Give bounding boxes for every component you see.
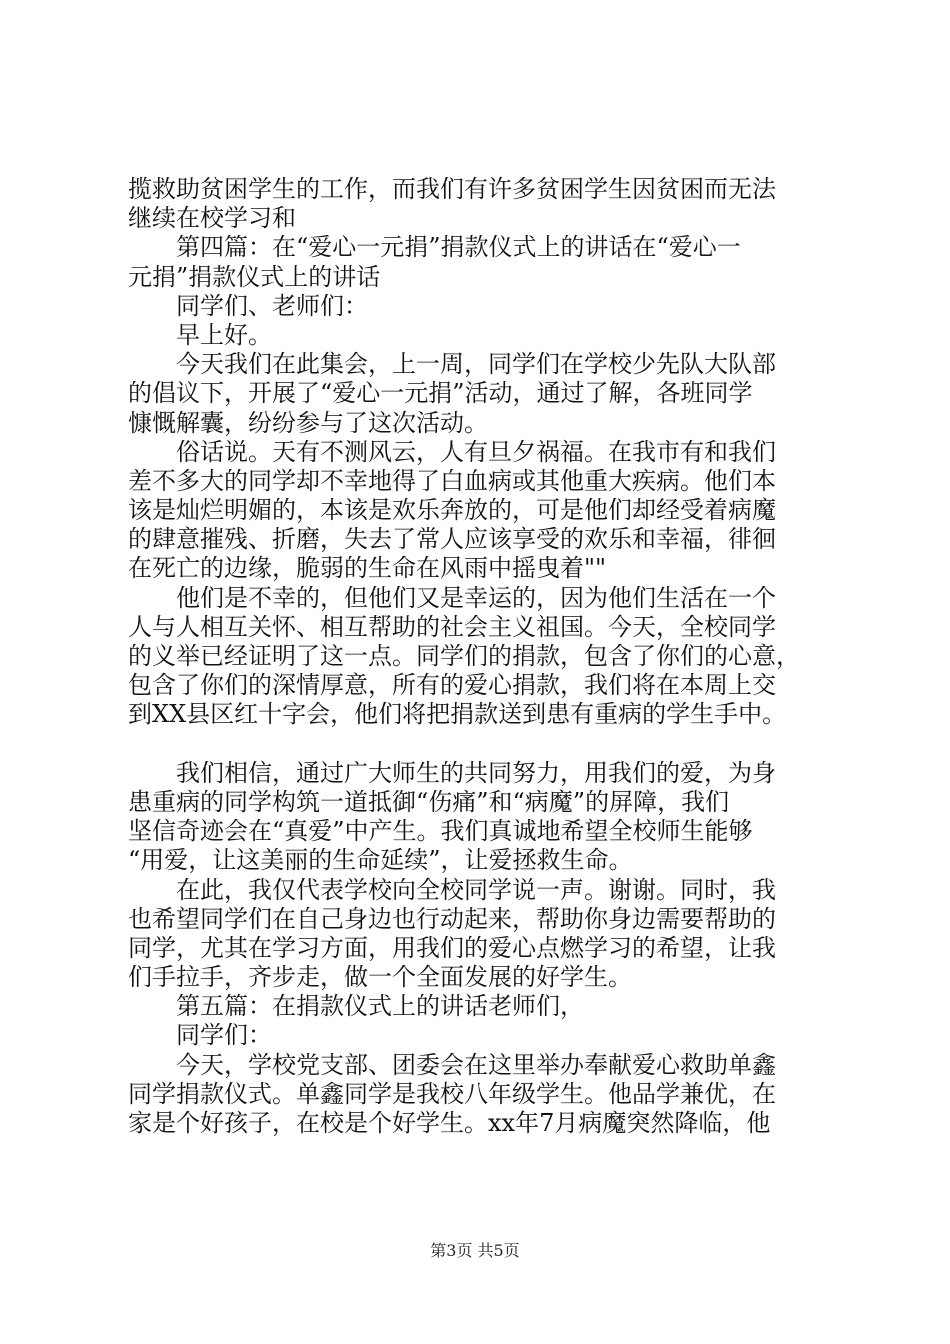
- section-heading-cont: 元捐”捐款仪式上的讲话: [128, 262, 381, 291]
- text-line: 们手拉手，齐步走，做一个全面发展的好学生。: [128, 963, 632, 992]
- paragraph-start: 他们是不幸的，但他们又是幸运的，因为他们生活在一个: [176, 583, 776, 612]
- text-line: 在死亡的边缘，脆弱的生命在风雨中摇曳着"": [128, 554, 607, 583]
- text-line: 同学，尤其在学习方面，用我们的爱心点燃学习的希望，让我: [128, 933, 776, 962]
- section-heading: 第五篇：在捐款仪式上的讲话老师们，: [176, 992, 584, 1021]
- text-line: 同学捐款仪式。单鑫同学是我校八年级学生。他品学兼优，在: [128, 1079, 776, 1108]
- salutation: 同学们：: [176, 1021, 272, 1050]
- text-line: 继续在校学习和: [128, 204, 296, 233]
- greeting: 早上好。: [176, 320, 272, 349]
- text-line: 人与人相互关怀、相互帮助的社会主义祖国。今天，全校同学: [128, 612, 776, 641]
- paragraph-start: 我们相信，通过广大师生的共同努力，用我们的爱，为身: [176, 758, 776, 787]
- text-line: 到XX县区红十字会，他们将把捐款送到患有重病的学生手中。: [128, 700, 787, 729]
- text-line: 的义举已经证明了这一点。同学们的捐款，包含了你们的心意，: [128, 642, 800, 670]
- paragraph-start: 俗话说。天有不测风云，人有旦夕祸福。在我市有和我们: [176, 437, 776, 466]
- document-body: [128, 175, 828, 1138]
- salutation: 同学们、老师们：: [176, 291, 368, 320]
- text-line: 坚信奇迹会在“真爱”中产生。我们真诚地希望全校师生能够: [128, 817, 753, 846]
- text-line: 差不多大的同学却不幸地得了白血病或其他重大疾病。他们本: [128, 466, 776, 495]
- text-line: 也希望同学们在自己身边也行动起来，帮助你身边需要帮助的: [128, 904, 776, 933]
- page-number-footer: 第3页 共5页: [430, 1241, 520, 1260]
- paragraph-start: 今天我们在此集会，上一周，同学们在学校少先队大队部: [176, 350, 776, 379]
- text-line: 的肆意摧残、折磨，失去了常人应该享受的欢乐和幸福，徘徊: [128, 525, 776, 554]
- section-heading: 第四篇：在“爱心一元捐”捐款仪式上的讲话在“爱心一: [176, 233, 741, 262]
- text-line: “用爱，让这美丽的生命延续”，让爱拯救生命。: [128, 846, 633, 875]
- text-line: 慷慨解囊，纷纷参与了这次活动。: [128, 408, 488, 437]
- text-line: 该是灿烂明媚的，本该是欢乐奔放的，可是他们却经受着病魔: [128, 496, 776, 525]
- text-line: 揽救助贫困学生的工作，而我们有许多贫困学生因贫困而无法: [128, 175, 776, 203]
- paragraph-start: 今天，学校党支部、团委会在这里举办奉献爱心救助单鑫: [176, 1050, 776, 1079]
- paragraph-gap: [128, 730, 828, 759]
- text-line: 患重病的同学构筑一道抵御“伤痛”和“病魔”的屏障，我们: [128, 787, 730, 816]
- text-line: 的倡议下，开展了“爱心一元捐”活动，通过了解，各班同学: [128, 379, 753, 408]
- text-line: 包含了你们的深情厚意，所有的爱心捐款，我们将在本周上交: [128, 671, 776, 700]
- text-line: 家是个好孩子，在校是个好学生。xx年7月病魔突然降临，他: [128, 1109, 771, 1137]
- paragraph-start: 在此，我仅代表学校向全校同学说一声。谢谢。同时，我: [176, 875, 776, 904]
